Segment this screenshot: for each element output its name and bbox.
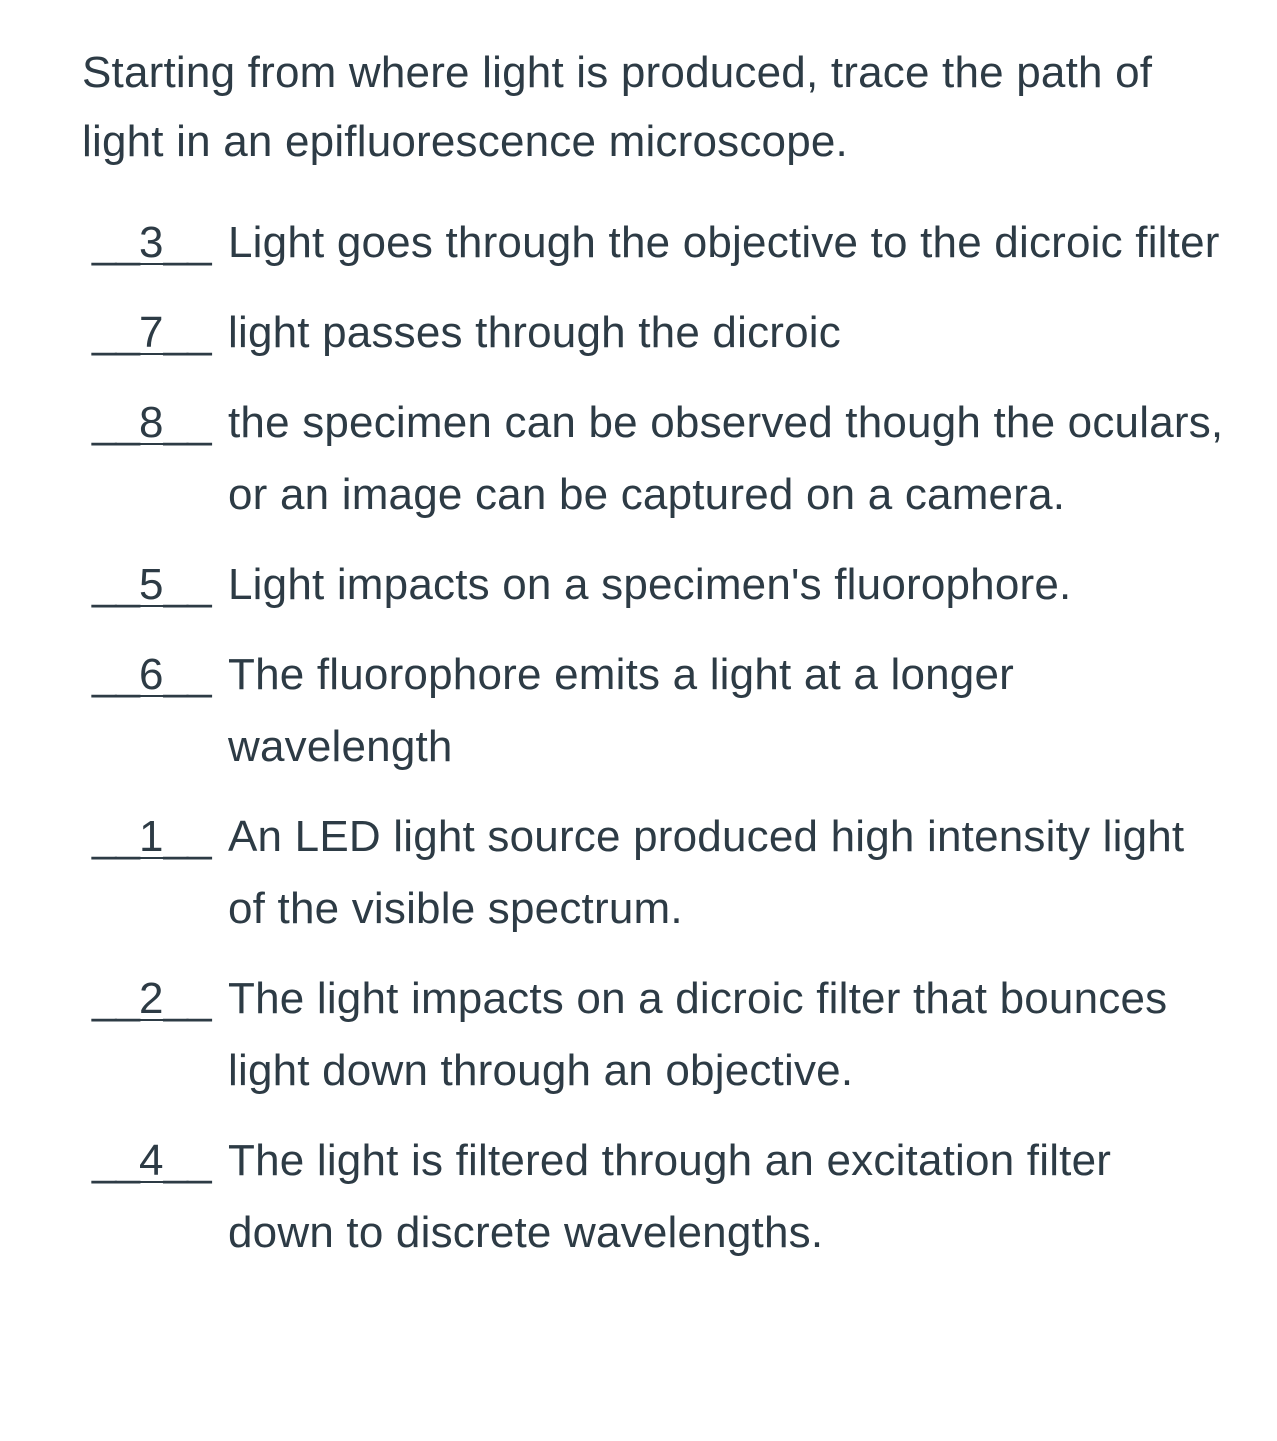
list-item	[92, 801, 1262, 945]
ordering-list	[92, 207, 1262, 1269]
answer-blank[interactable]: __3__	[92, 218, 211, 267]
list-item	[92, 297, 1262, 369]
answer-number: 3	[138, 218, 164, 267]
answer-number: 4	[138, 1136, 164, 1185]
answer-blank[interactable]: __8__	[92, 398, 211, 447]
answer-blank[interactable]: __4__	[92, 1136, 211, 1185]
list-item	[92, 549, 1262, 621]
step-text: The light is filtered through an excitation filter down to discrete wavelengths.	[228, 1136, 1112, 1257]
step-text: An LED light source produced high intensity light of the visible spectrum.	[228, 812, 1185, 933]
list-item	[92, 1125, 1262, 1269]
step-text: Light impacts on a specimen's fluorophore.	[228, 560, 1072, 609]
list-item	[92, 963, 1262, 1107]
question-prompt: Starting from where light is produced, trace the path of light in an epifluorescence microscope.	[82, 48, 1153, 166]
answer-number: 7	[138, 308, 164, 357]
step-text: Light goes through the objective to the dicroic filter	[228, 218, 1220, 267]
step-text: The light impacts on a dicroic filter that bounces light down through an objective.	[228, 974, 1168, 1095]
answer-blank[interactable]: __2__	[92, 974, 211, 1023]
step-text: The fluorophore emits a light at a longer wavelength	[228, 650, 1014, 771]
step-text: the specimen can be observed though the oculars, or an image can be captured on a camera.	[228, 398, 1224, 519]
list-item	[92, 639, 1262, 783]
answer-number: 8	[138, 398, 164, 447]
answer-number: 6	[138, 650, 164, 699]
list-item	[92, 207, 1262, 279]
answer-number: 5	[138, 560, 164, 609]
list-item	[92, 387, 1262, 531]
answer-blank[interactable]: __1__	[92, 812, 211, 861]
answer-blank[interactable]: __5__	[92, 560, 211, 609]
answer-number: 2	[138, 974, 164, 1023]
answer-number: 1	[138, 812, 164, 861]
answer-blank[interactable]: __7__	[92, 308, 211, 357]
answer-blank[interactable]: __6__	[92, 650, 211, 699]
step-text: light passes through the dicroic	[228, 308, 841, 357]
